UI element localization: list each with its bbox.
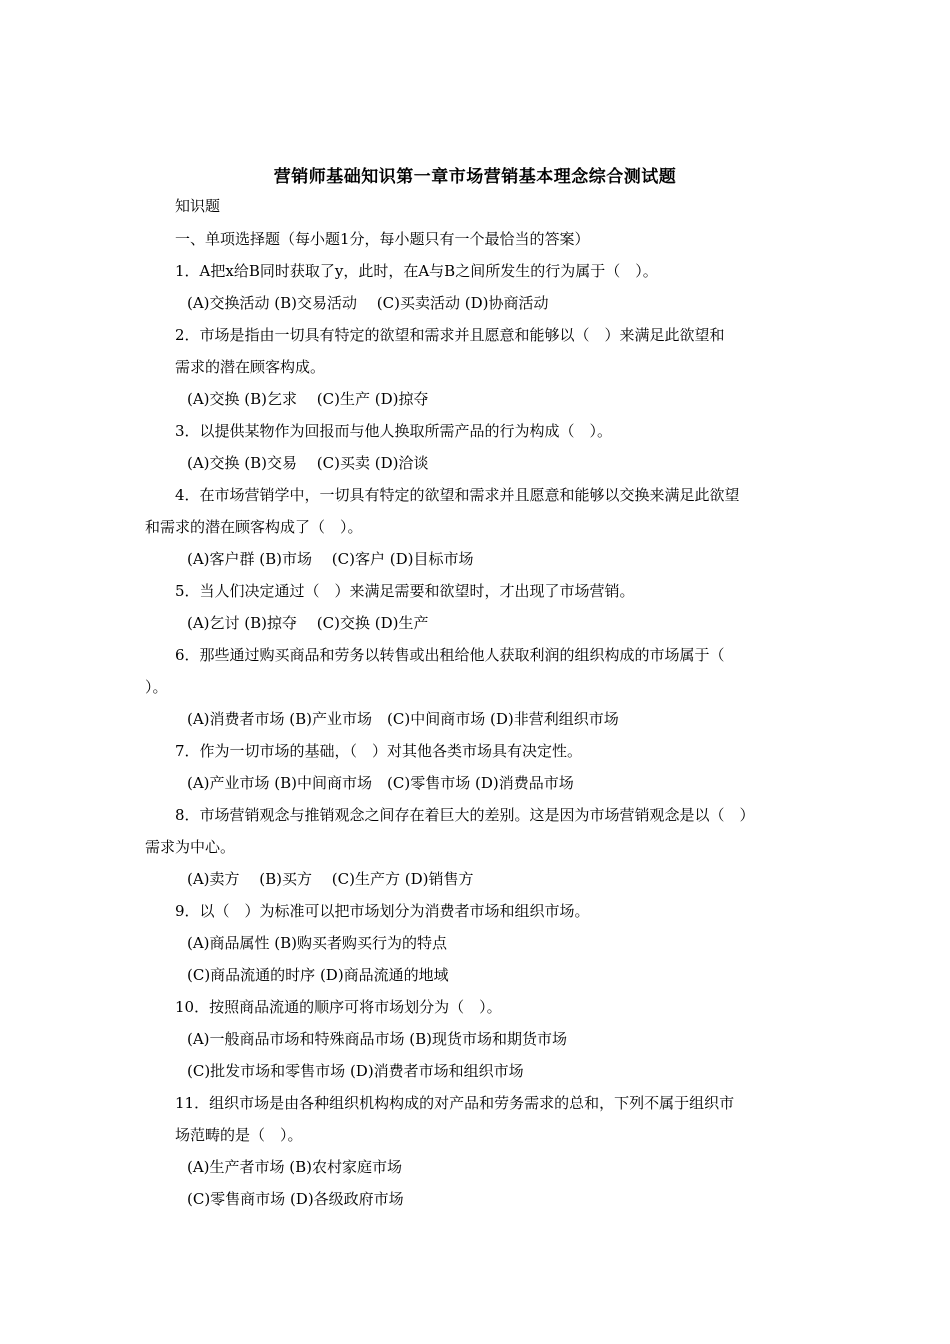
question-2-text: 2．市场是指由一切具有特定的欲望和需求并且愿意和能够以（ ）来满足此欲望和: [175, 326, 725, 344]
question-6-text: 6．那些通过购买商品和劳务以转售或出租给他人获取利润的组织构成的市场属于（: [175, 646, 725, 664]
question-4-text-cont: 和需求的潜在顾客构成了（ ）。: [145, 518, 363, 536]
document-title: 营销师基础知识第一章市场营销基本理念综合测试题: [273, 167, 677, 187]
question-11-text-cont: 场范畴的是（ ）。: [175, 1126, 303, 1144]
question-5-text: 5．当人们决定通过（ ）来满足需要和欲望时，才出现了市场营销。: [175, 582, 635, 600]
question-9-options-1: (A)商品属性 (B)购买者购买行为的特点: [187, 934, 448, 952]
question-3-text: 3．以提供某物作为回报而与他人换取所需产品的行为构成（ ）。: [175, 422, 613, 440]
question-1-text: 1．A把x给B同时获取了y，此时，在A与B之间所发生的行为属于（ ）。: [175, 262, 658, 280]
question-6-text-cont: ）。: [145, 678, 168, 696]
question-11-text: 11．组织市场是由各种组织机构构成的对产品和劳务需求的总和，下列不属于组织市: [175, 1094, 735, 1112]
question-7-text: 7．作为一切市场的基础，（ ）对其他各类市场具有决定性。: [175, 742, 583, 760]
question-10-options-1: (A)一般商品市场和特殊商品市场 (B)现货市场和期货市场: [187, 1030, 568, 1048]
question-2-options: (A)交换 (B)乞求 (C)生产 (D)掠夺: [187, 390, 429, 408]
question-1-options: (A)交换活动 (B)交易活动 (C)买卖活动 (D)协商活动: [187, 294, 549, 312]
question-10-text: 10．按照商品流通的顺序可将市场划分为（ ）。: [175, 998, 502, 1016]
question-9-text: 9．以（ ）为标准可以把市场划分为消费者市场和组织市场。: [175, 902, 590, 920]
question-5-options: (A)乞讨 (B)掠夺 (C)交换 (D)生产: [187, 614, 429, 632]
question-7-options: (A)产业市场 (B)中间商市场 (C)零售市场 (D)消费品市场: [187, 774, 574, 792]
question-8-text-cont: 需求为中心。: [145, 838, 236, 856]
question-11-options-2: (C)零售商市场 (D)各级政府市场: [187, 1190, 404, 1208]
question-4-text: 4．在市场营销学中，一切具有特定的欲望和需求并且愿意和能够以交换来满足此欲望: [175, 486, 740, 504]
question-6-options: (A)消费者市场 (B)产业市场 (C)中间商市场 (D)非营利组织市场: [187, 710, 619, 728]
part-heading: 一、单项选择题（每小题1分，每小题只有一个最恰当的答案）: [175, 230, 590, 248]
question-3-options: (A)交换 (B)交易 (C)买卖 (D)洽谈: [187, 454, 429, 472]
question-8-options: (A)卖方 (B)买方 (C)生产方 (D)销售方: [187, 870, 474, 888]
question-11-options-1: (A)生产者市场 (B)农村家庭市场: [187, 1158, 403, 1176]
question-4-options: (A)客户群 (B)市场 (C)客户 (D)目标市场: [187, 550, 474, 568]
question-10-options-2: (C)批发市场和零售市场 (D)消费者市场和组织市场: [187, 1062, 524, 1080]
question-8-text: 8．市场营销观念与推销观念之间存在着巨大的差别。这是因为市场营销观念是以（ ）: [175, 806, 755, 824]
section-heading: 知识题: [175, 197, 221, 215]
question-2-text-cont: 需求的潜在顾客构成。: [175, 358, 326, 376]
question-9-options-2: (C)商品流通的时序 (D)商品流通的地域: [187, 966, 449, 984]
